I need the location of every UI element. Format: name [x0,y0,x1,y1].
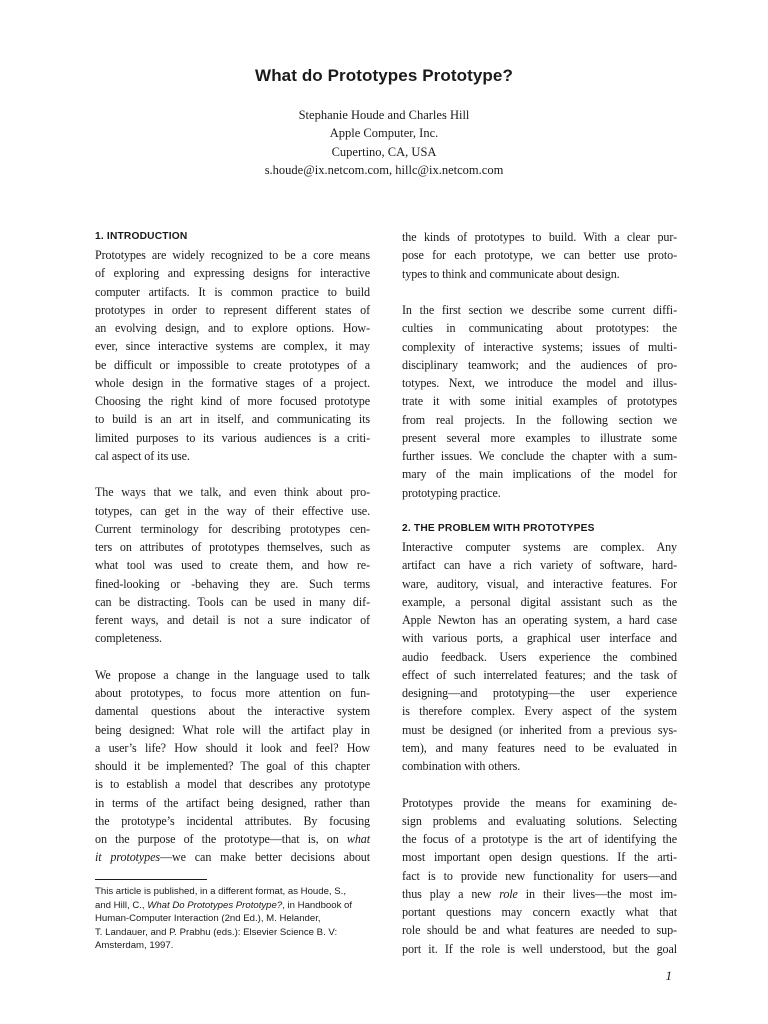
footnote-line: This article is published, in a different format, as Houde, S., [95,886,346,897]
text-line: must be designed (or inherited from a previous sys- [402,722,677,737]
text-line: is therefore complex. Every aspect of the system [402,704,677,719]
emphasis-what: what [346,832,370,846]
text-line: ferent ways, and detail is not a sure indicator of [95,613,370,627]
text-line: further issues. We conclude the chapter with a sum- [402,449,677,463]
text-line: be difficult or impossible to create prototypes of a [95,357,370,372]
text-span: in their lives—the most im- [525,886,677,901]
footnote-title-italic: What Do Prototypes Prototype? [147,899,283,911]
paragraph [95,483,370,647]
text-line: limited purposes to its various audiences is a criti- [95,430,370,445]
footnote [95,885,375,953]
footnote-line [95,899,375,913]
footnote-rule [95,879,207,880]
text-line: types to think and communicate about design. [402,266,620,281]
text-line: totypes. Next, we introduce the model and illus- [402,376,677,390]
text-line: the kinds of prototypes to build. With a clear pur- [402,230,677,244]
text-line: in terms of the artifact being designed, rather than [95,795,370,810]
text-span: thus play a new [402,886,492,901]
text-line: We propose a change in the language used to talk [95,667,370,682]
text-line: from real projects. In the following section we [402,412,677,427]
text-line: about prototypes, to focus more attention on fun- [95,686,370,700]
text-line: damental questions about the interactive system [95,704,370,719]
paragraph [95,246,370,465]
text-line: prototypes in order to represent different states of [95,302,370,317]
text-line [402,885,677,903]
paragraph [402,228,677,283]
text-line: role should be and what features are needed to sup- [402,923,677,938]
text-line: should it be implemented? The goal of this chapter [95,759,370,773]
text-line: port it. If the role is well understood, but the goal [402,941,677,956]
text-line: completeness. [95,631,162,646]
text-line: is to establish a model that describes any prototype [95,777,370,792]
text-line: an evolving design, and to explore options. How- [95,321,370,335]
text-line: artifact can have a rich variety of software, hard- [402,558,677,573]
text-line: fined-looking or -behaving they are. Such terms [95,576,370,591]
text-span: on the purpose of the prototype—that is, on [95,832,339,846]
footnote-line: T. Landauer, and P. Prabhu (eds.): Elsevier Science B. V: [95,926,338,938]
text-line: Apple Newton has an operating system, a hard case [402,613,677,627]
author-emails: s.houde@ix.netcom.com, hillc@ix.netcom.com [264,163,504,178]
text-line: can be distracting. Tools can be used in many dif- [95,594,370,609]
text-line: portant questions may concern exactly what that [402,905,677,919]
text-line: disciplinary teamwork; and the audiences of pro- [402,357,677,372]
footnote-line: Amsterdam, 1997. [95,940,174,951]
text-line: of exploring and expressing designs for interactive [95,266,370,281]
text-line: ever, since interactive systems are complex, it may [95,339,370,354]
text-line: Prototypes are widely recognized to be a core means [95,248,370,262]
paragraph [95,666,370,867]
text-line: to build is an art in itself, and communicating its [95,412,370,427]
left-column [95,228,370,867]
author-location: Cupertino, CA, USA [331,144,437,159]
text-line: totypes, can get in the way of their effective use. [95,503,370,518]
text-line: Interactive computer systems are complex. Any [402,540,677,554]
text-line: culties in communicating about prototypes: the [402,321,677,336]
text-line: with various ports, a graphical user interface and [402,631,677,646]
text-line: audio feedback. Users experience the combined [402,649,677,664]
text-span: , in Handbook of [282,899,353,911]
text-line: most important open design questions. If the arti- [402,850,677,865]
paragraph [402,794,677,958]
text-line: Current terminology for describing prototypes cen- [95,521,370,536]
text-line: the focus of a prototype is the art of identifying the [402,832,677,846]
author-affiliation: Apple Computer, Inc. [329,126,439,141]
text-line: present several more examples to illustrate some [402,430,677,445]
page-number: 1 [665,968,672,983]
paper-title: What do Prototypes Prototype? [255,66,513,85]
text-line: In the first section we describe some current diffi- [402,303,677,317]
text-line [95,848,370,866]
section-heading-problem: 2. THE PROBLEM WITH PROTOTYPES [402,523,595,534]
text-line: ters on attributes of prototypes themselves, such as [95,540,370,554]
text-line: the prototype’s incidental attributes. By focusing [95,813,370,828]
text-line: computer artifacts. It is common practice to build [95,284,370,299]
text-line [95,830,370,848]
text-line: cal aspect of its use. [95,448,190,463]
text-line: complexity of interactive systems; issues of multi- [402,339,677,354]
footnote-line: Human-Computer Interaction (2nd Ed.), M. Helander, [95,913,321,924]
section-heading-introduction: 1. INTRODUCTION [95,231,188,242]
text-line: Choosing the right kind of more focused prototype [95,394,370,408]
text-span: —we can make better decisions about [160,850,370,865]
text-line: designing—and prototyping—the user experience [402,686,677,700]
text-line: whole design in the formative stages of a project. [95,375,370,390]
text-line: combination with others. [402,759,521,773]
author-block [0,106,768,180]
text-line: what tool was used to create them, and how re- [95,558,370,573]
text-line: prototyping practice. [402,485,501,500]
text-line: a user’s life? How should it look and feel? How [95,740,370,755]
author-names: Stephanie Houde and Charles Hill [298,108,470,122]
paragraph [402,301,677,502]
emphasis-it-prototypes: it prototypes [95,850,161,865]
paragraph [402,538,677,775]
text-line: trate it with some initial examples of prototypes [402,394,677,409]
text-line: effect of such interrelated features; and the task of [402,667,677,682]
text-line: The ways that we talk, and even think about pro- [95,485,370,500]
emphasis-role: role [499,886,518,901]
text-line: ware, auditory, visual, and interactive features. For [402,576,677,591]
text-line: mary of the main implications of the model for [402,467,677,482]
text-line: example, a personal digital assistant such as the [402,594,677,609]
text-line: being designed: What role will the artifact play in [95,722,370,737]
text-line: fact is to provide new functionality for users—and [402,868,677,883]
text-line: pose for each prototype, we can better use proto- [402,248,677,263]
text-span: and Hill, C., [95,899,145,911]
text-line: sign problems and evaluating solutions. Selecting [402,813,677,828]
text-line: Prototypes provide the means for examining de- [402,795,677,810]
text-line: tem), and many features need to be evaluated in [402,740,677,755]
right-column [402,228,677,958]
